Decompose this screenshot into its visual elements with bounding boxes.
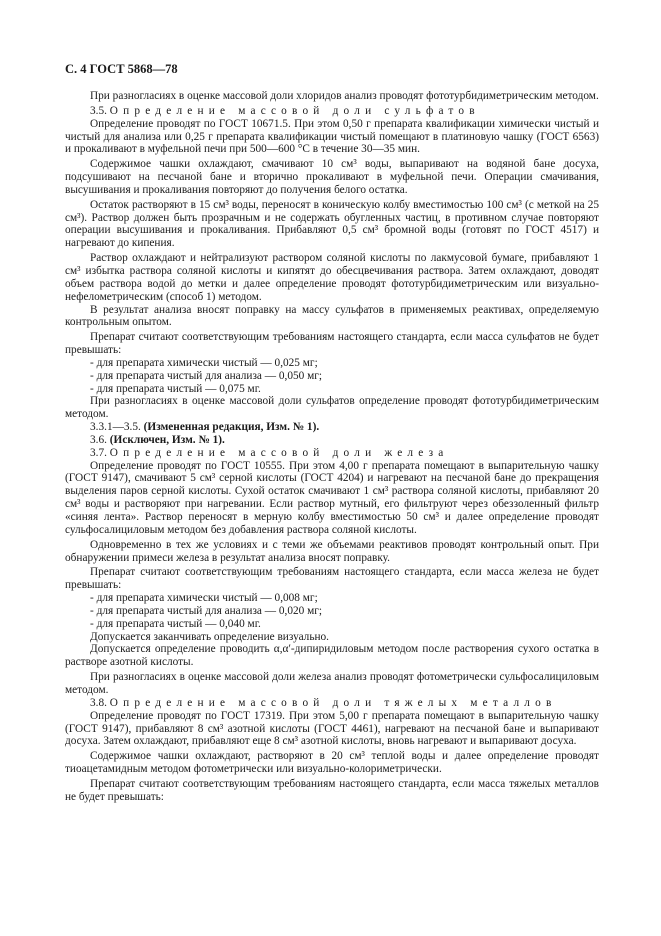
list-item: - для препарата чистый для анализа — 0,020 мг; [90,604,323,617]
page-header: С. 4 ГОСТ 5868—78 [65,62,178,76]
section-number: 3.5. [90,104,107,117]
paragraph: Допускается заканчивать определение визуально. [90,630,329,643]
paragraph: При разногласиях в оценке массовой доли хлоридов анализ проводят фототурбидиметрическим методом. [90,90,599,102]
list-item: - для препарата чистый — 0,075 мг. [90,382,261,395]
section-title: Определение массовой доли железа [109,446,449,459]
paragraph: Препарат считают соответствующим требованиям настоящего стандарта, если масса сульфатов не будет превышать: [65,331,599,357]
note-number: 3.6. [90,433,107,446]
document-body [65,90,599,804]
paragraph: Содержимое чашки охлаждают, растворяют в 20 см³ теплой воды и далее определение проводят тиоацетамидным методом фотометрически или визуально-колориметрически. [65,750,599,776]
paragraph: В результат анализа вносят поправку на массу сульфатов в применяемых реактивах, определяемую контрольным опытом. [65,303,599,329]
section-number: 3.8. [90,696,107,709]
paragraph: Содержимое чашки охлаждают, смачивают 10 см³ воды, выпаривают на водяной бане досуха, подсушивают на песчаной бане и вторично прокаливают в муфельной печи. Операции смачивания, высушивания и прокаливания повторяют до получения белого остатка. [65,158,599,196]
paragraph: Определение проводят по ГОСТ 17319. При этом 5,00 г препарата помещают в выпарительную чашку (ГОСТ 9147), прибавляют 8 см³ азотной кислоты (ГОСТ 4461), нагревают на песчаной бане и выпаривают досуха. Затем охлаждают, прибавляют еще 8 см³ азотной кислоты, вновь нагревают и выпаривают досуха. [65,709,599,748]
list-item: - для препарата химически чистый — 0,008 мг; [90,592,318,605]
amendment-note [65,434,599,447]
section-heading-3-8 [65,697,599,710]
section-number: 3.7. [90,446,107,459]
section-title: Определение массовой доли сульфатов [109,104,480,117]
section-heading-3-7 [65,447,599,460]
paragraph: При разногласиях в оценке массовой доли сульфатов определение проводят фототурбидиметрическим методом. [65,395,599,421]
paragraph: Препарат считают соответствующим требованиям настоящего стандарта, если масса тяжелых металлов не будет превышать: [65,777,599,803]
section-heading-3-5 [65,105,599,118]
note-text: (Исключен, Изм. № 1). [109,433,225,446]
section-title: Определение массовой доли тяжелых металлов [109,696,557,709]
note-number: 3.3.1—3.5. [90,421,141,434]
paragraph: Определение проводят по ГОСТ 10555. При этом 4,00 г препарата помещают в выпарительную чашку (ГОСТ 9147), смачивают 5 см³ серной кислоты (ГОСТ 4204) и нагревают на песчаной бане до прекращения выделения паров серной кислоты. Сухой остаток смачивают 1 см³ раствора соляной кислоты, прибавляют 20 см³ воды и растворяют при нагревании. Если раствор мутный, его фильтруют через обеззоленный фильтр «синяя лента». Раствор переносят в мерную колбу вместимостью 50 см³ и далее определение проводят сульфосалициловым методом без добавления раствора соляной кислоты. [65,459,599,536]
paragraph: Препарат считают соответствующим требованиям настоящего стандарта, если масса железа не будет превышать: [65,566,599,592]
list-item: - для препарата чистый для анализа — 0,050 мг; [90,369,323,382]
paragraph: Раствор охлаждают и нейтрализуют раствором соляной кислоты по лакмусовой бумаге, прибавляют 1 см³ избытка раствора соляной кислоты и кипятят до обесцвечивания раствора. Затем охлаждают, доводят объем раствора водой до метки и далее определение проводят фототурбидиметрическим или визуально-нефелометрическим (способ 1) методом. [65,252,599,303]
amendment-note [65,421,599,434]
paragraph: Определение проводят по ГОСТ 10671.5. При этом 0,50 г препарата квалификации химически чистый и чистый для анализа или 0,25 г препарата квалификации чистый помещают в платиновую чашку (ГОСТ 6563) и прокаливают в муфельной печи при 500—600 °С в течение 30—35 мин. [65,117,599,156]
list-item: - для препарата чистый — 0,040 мг. [90,617,261,630]
paragraph: При разногласиях в оценке массовой доли железа анализ проводят фотометрически сульфосалициловым методом. [65,671,599,696]
list-item: - для препарата химически чистый — 0,025 мг; [90,356,318,369]
paragraph: Одновременно в тех же условиях и с теми же объемами реактивов проводят контрольный опыт. При обнаружении примеси железа в результат анализа вносят поправку. [65,538,599,564]
paragraph: Остаток растворяют в 15 см³ воды, переносят в коническую колбу вместимостью 100 см³ (с меткой на 25 см³). Раствор должен быть прозрачным и не содержать обугленных частиц, в противном случае повторяют операции высушивания и прокаливания. Прибавляют 0,5 см³ бромной воды (готовят по ГОСТ 4517) и нагревают до кипения. [65,198,599,250]
paragraph: Допускается определение проводить α,α′-дипиридиловым методом после растворения сухого остатка в растворе азотной кислоты. [65,643,599,669]
note-text: (Измененная редакция, Изм. № 1). [143,421,320,434]
